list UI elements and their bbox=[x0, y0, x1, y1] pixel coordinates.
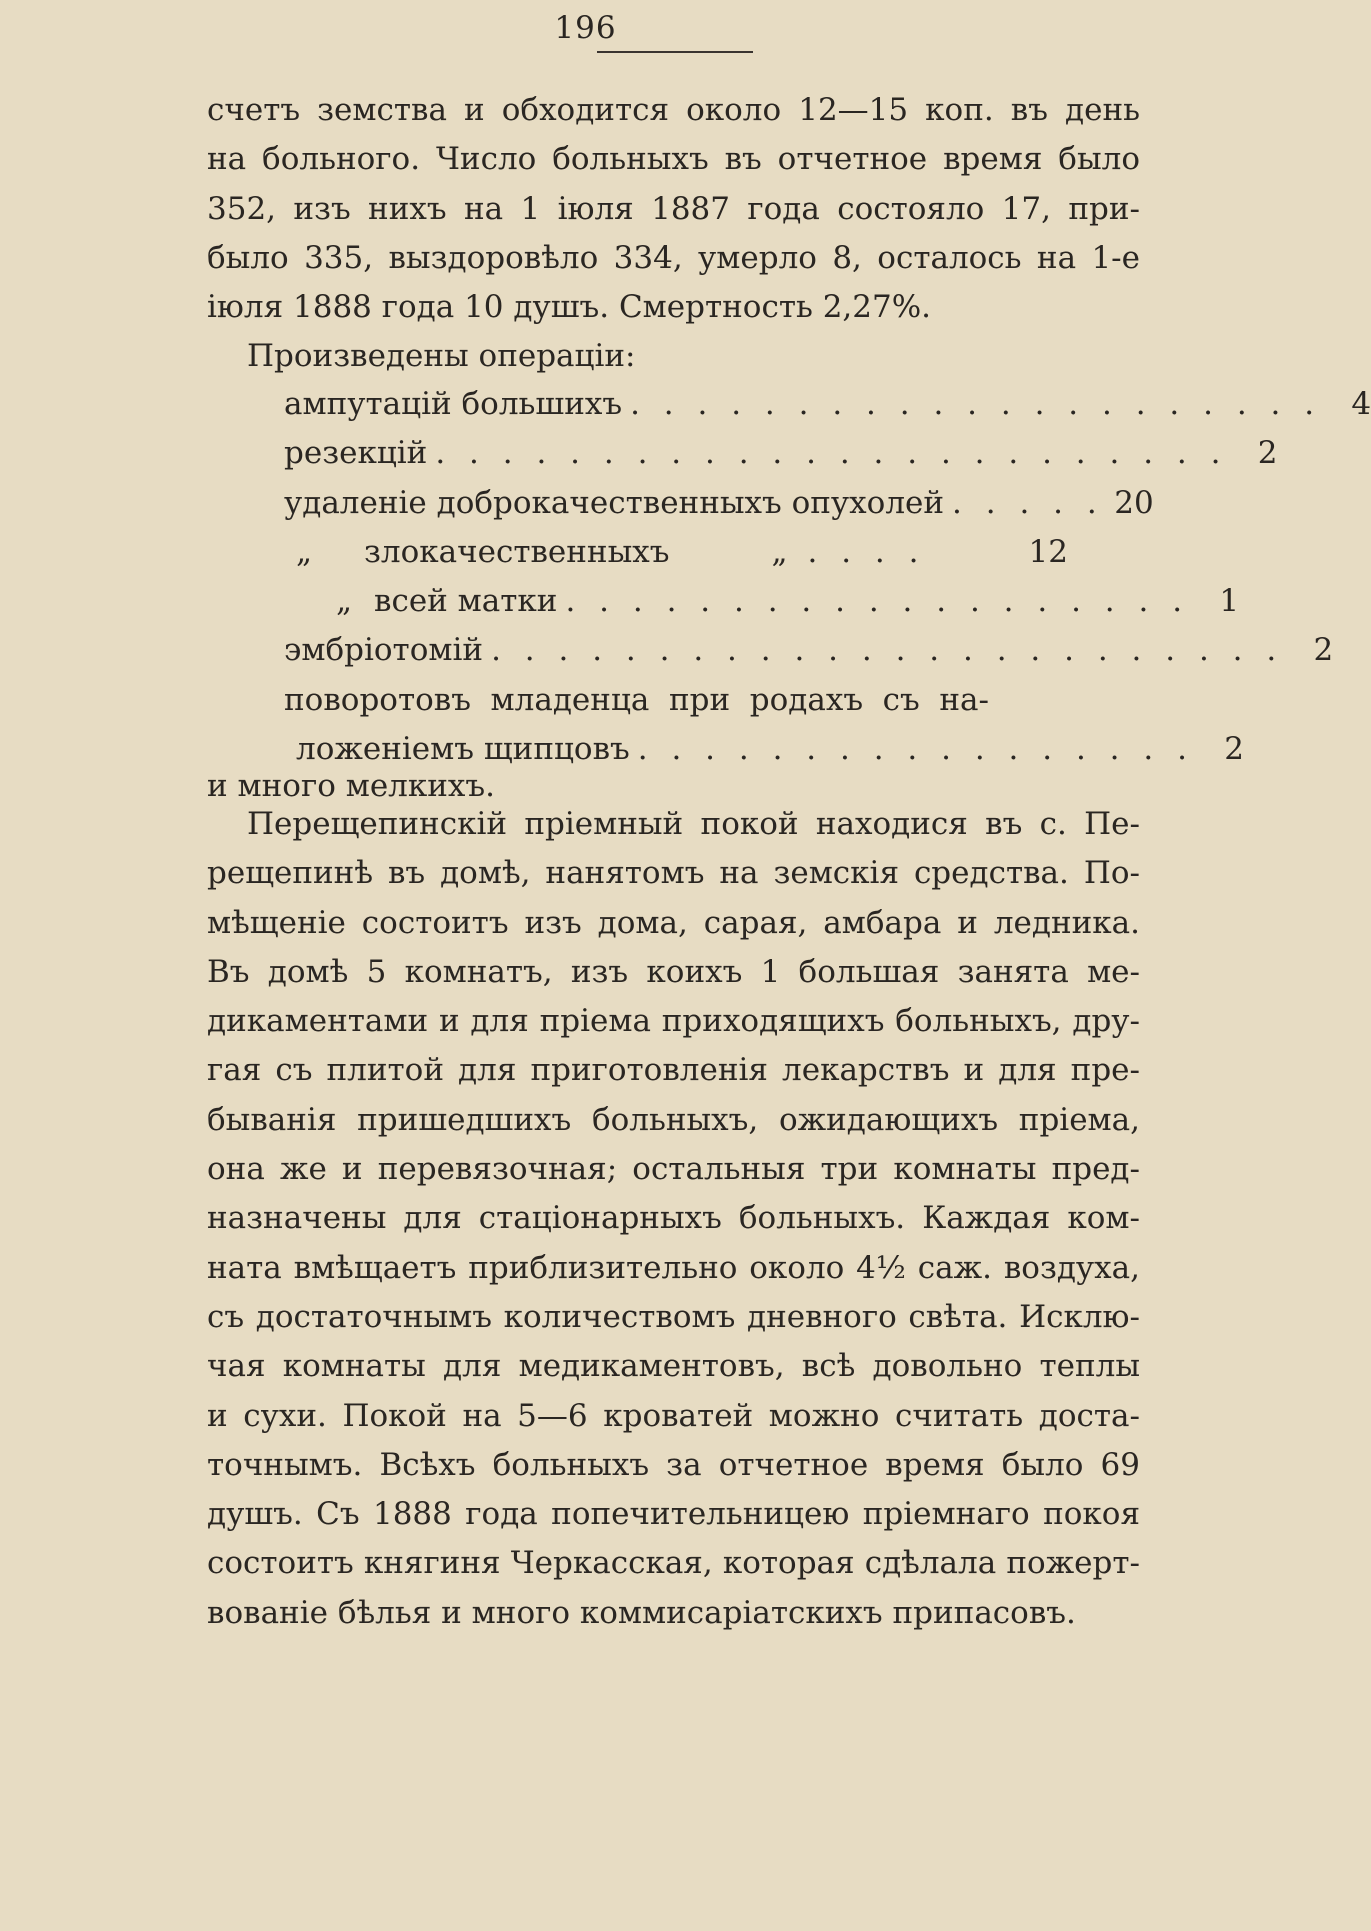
text-line: она же и перевязочная; остальныя три комнаты пред- bbox=[207, 1151, 1140, 1188]
operations-tail: и много мелкихъ. bbox=[207, 768, 495, 804]
operation-row bbox=[284, 380, 1371, 429]
operation-label: удаленіе доброкачественныхъ опухолей bbox=[284, 484, 945, 521]
paragraph-hospital-stats bbox=[207, 86, 1140, 382]
text-line: съ достаточнымъ количествомъ дневного свѣта. Исклю- bbox=[207, 1298, 1140, 1335]
header-rule bbox=[597, 51, 753, 53]
operation-label: поворотовъ младенца при родахъ съ на- bbox=[284, 681, 989, 718]
leader-dots: . . . . . bbox=[952, 484, 1104, 521]
text-line: Въ домѣ 5 комнатъ, изъ коихъ 1 большая занята ме- bbox=[207, 953, 1140, 990]
operation-count: 4 bbox=[1351, 386, 1371, 422]
text-line: мѣщеніе состоитъ изъ дома, сарая, амбара и ледника. bbox=[207, 904, 1140, 941]
text-line: быванія пришедшихъ больныхъ, ожидающихъ пріема, bbox=[207, 1101, 1140, 1138]
operation-count: 2 bbox=[1313, 632, 1334, 669]
text-line: ната вмѣщаетъ приблизительно около 4½ саж. воздуха, bbox=[207, 1249, 1140, 1286]
operation-label: злокачественныхъ bbox=[364, 533, 670, 570]
leader-dots: . . . . . . . . . . . . . . . . . . . bbox=[565, 583, 1190, 620]
operation-label-with-ditto bbox=[284, 528, 799, 577]
leader-dots: . . . . . . . . . . . . . . . . . bbox=[637, 731, 1194, 768]
text-line: гая съ плитой для приготовленія лекарствъ и для пре- bbox=[207, 1052, 1140, 1089]
operation-label-with-ditto bbox=[284, 577, 557, 626]
text-line: было 335, выздоровѣло 334, умерло 8, осталось на 1-е bbox=[207, 239, 1140, 276]
operation-label: ампутацій большихъ bbox=[284, 386, 623, 422]
operation-count: 20 bbox=[1114, 484, 1154, 521]
text-line: душъ. Съ 1888 года попечительницею пріемнаго покоя bbox=[207, 1496, 1140, 1533]
operation-label: эмбріотомій bbox=[284, 632, 484, 669]
text-line: вованіе бѣлья и много коммисаріатскихъ припасовъ. bbox=[207, 1594, 1076, 1631]
operation-label: резекцій bbox=[284, 435, 428, 472]
operation-label: ложеніемъ щипцовъ bbox=[296, 731, 630, 768]
operation-count: 2 bbox=[1257, 435, 1278, 472]
text-line: на больного. Число больныхъ въ отчетное время было bbox=[207, 141, 1140, 178]
operation-count: 1 bbox=[1219, 583, 1240, 620]
text-line: счетъ земства и обходится около 12—15 коп. въ день bbox=[207, 92, 1140, 128]
text-line: и сухи. Покой на 5—6 кроватей можно считать доста- bbox=[207, 1397, 1140, 1434]
page-number: 196 bbox=[554, 10, 617, 46]
text-line: чая комнаты для медикаментовъ, всѣ довольно теплы bbox=[207, 1348, 1140, 1385]
operation-count: 12 bbox=[1028, 533, 1068, 570]
text-line: іюля 1888 года 10 душъ. Смертность 2,27%. bbox=[207, 289, 932, 326]
text-line: 352, изъ нихъ на 1 іюля 1887 года состояло 17, при- bbox=[207, 190, 1140, 227]
ditto-mark: „ bbox=[295, 533, 313, 570]
paragraph-pereshchepino-station bbox=[207, 800, 1140, 1638]
operations-heading: Произведены операціи: bbox=[247, 338, 636, 375]
operation-row bbox=[284, 479, 1154, 528]
leader-dots: . . . . bbox=[807, 533, 926, 570]
operations-list bbox=[284, 380, 1371, 774]
operation-row bbox=[284, 626, 1334, 675]
leader-dots: . . . . . . . . . . . . . . . . . . . . . bbox=[630, 386, 1322, 422]
text-line: точнымъ. Всѣхъ больныхъ за отчетное время было 69 bbox=[207, 1446, 1140, 1483]
operation-row bbox=[284, 528, 1068, 577]
operation-row bbox=[284, 577, 1240, 626]
operation-row bbox=[284, 429, 1278, 478]
operation-row bbox=[284, 676, 1068, 725]
operation-label: всей матки bbox=[374, 583, 558, 620]
leader-dots: . . . . . . . . . . . . . . . . . . . . . . . . bbox=[491, 632, 1284, 669]
text-line: рещепинѣ въ домѣ, нанятомъ на земскія средства. По- bbox=[207, 855, 1140, 892]
leader-dots: . . . . . . . . . . . . . . . . . . . . . . . . bbox=[435, 435, 1228, 472]
text-line: дикаментами и для пріема приходящихъ больныхъ, дру- bbox=[207, 1003, 1140, 1040]
text-line: состоитъ княгиня Черкасская, которая сдѣлала пожерт- bbox=[207, 1545, 1140, 1582]
ditto-mark: „ bbox=[771, 533, 788, 570]
operation-count: 2 bbox=[1224, 731, 1244, 768]
ditto-mark: „ bbox=[335, 583, 353, 620]
text-line: Перещепинскій пріемный покой находися въ с. Пе- bbox=[247, 806, 1140, 842]
text-line: назначены для стаціонарныхъ больныхъ. Каждая ком- bbox=[207, 1200, 1140, 1237]
